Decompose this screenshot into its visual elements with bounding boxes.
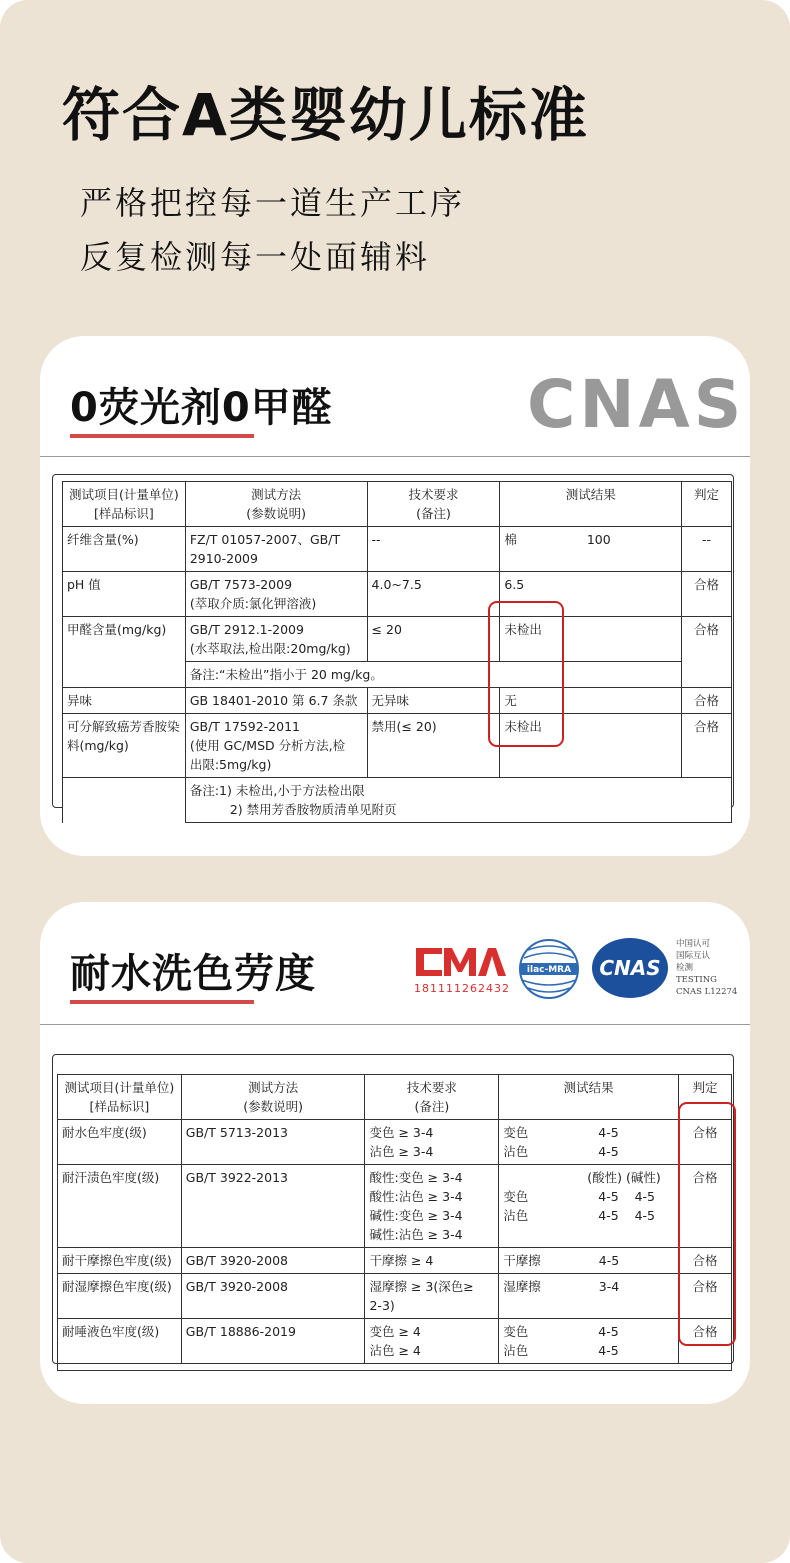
row-result: 干摩擦 4-5 [499,1248,679,1274]
row-method: GB/T 2912.1-2009 (水萃取法,检出限:20mg/kg) [185,617,367,662]
hero-title: 符合A类婴幼儿标准 [62,81,589,149]
row-requirement: 变色 ≥ 3-4 沾色 ≥ 3-4 [365,1120,499,1165]
cma-mark-icon [412,942,508,982]
row-method: GB/T 18886-2019 [181,1319,365,1364]
fastness-report-table [57,1074,732,1371]
hero-line-1: 严格把控每一道生产工序 [80,184,466,222]
table-row [63,617,732,662]
header-item: 测试项目(计量单位) [样品标识] [58,1075,182,1120]
header-method: 测试方法 (参数说明) [185,482,367,527]
header-result: 测试结果 [499,1075,679,1120]
header-requirement: 技术要求 (备注) [365,1075,499,1120]
table-row [63,714,732,778]
cnas-accreditation-note: 中国认可 国际互认 检测 TESTING CNAS L12274 [676,939,738,997]
row-method: GB/T 5713-2013 [181,1120,365,1165]
card-title: 耐水洗色劳度 [70,951,316,997]
card-separator [40,456,750,457]
header-judgement: 判定 [682,482,732,527]
row-judgement: 合格 [679,1274,732,1319]
row-requirement: 4.0~7.5 [367,572,500,617]
result-highlight-box [488,601,564,747]
row-requirement: ≤ 20 [367,617,500,662]
ilac-globe-icon [518,938,580,1000]
judgement-highlight-box [678,1102,736,1346]
title-underline [70,434,254,438]
row-result: 未检出 [500,714,682,778]
row-note: 备注:“未检出”指小于 20 mg/kg。 [185,662,681,688]
row-requirement: 干摩擦 ≥ 4 [365,1248,499,1274]
row-requirement: 酸性:变色 ≥ 3-4 酸性:沾色 ≥ 3-4 碱性:变色 ≥ 3-4 碱性:沾色 ≥ 3-4 [365,1165,499,1248]
row-method: FZ/T 01057-2007、GB/T 2910-2009 [185,527,367,572]
row-requirement: 禁用(≤ 20) [367,714,500,778]
row-judgement: 合格 [682,688,732,714]
card-title: 0荧光剂0甲醛 [70,385,333,431]
row-method: GB/T 3920-2008 [181,1274,365,1319]
cma-number: 181111262432 [414,982,510,995]
row-item: 异味 [63,688,186,714]
row-item: 纤维含量(%) [63,527,186,572]
row-method: GB/T 7573-2009 (萃取介质:氯化钾溶液) [185,572,367,617]
row-item: 耐水色牢度(级) [58,1120,182,1165]
header-requirement: 技术要求 (备注) [367,482,500,527]
table-row [63,688,732,714]
row-judgement: 合格 [679,1319,732,1364]
row-result: (酸性) (碱性) 变色 4-5 4-5 沾色 4-5 4-5 [499,1165,679,1248]
row-result: 变色 4-5 沾色 4-5 [499,1319,679,1364]
table-header-row [58,1075,732,1120]
table-row [58,1319,732,1364]
row-judgement: 合格 [682,714,732,778]
row-judgement: 合格 [679,1120,732,1165]
row-judgement: -- [682,527,732,572]
title-underline [70,1000,254,1004]
table-row [58,1120,732,1165]
table-header-row [63,482,732,527]
header-result: 测试结果 [500,482,682,527]
cnas-oval-logo: CNAS [592,938,668,998]
row-item: 可分解致癌芳香胺染 料(mg/kg) [63,714,186,778]
row-item: 耐干摩擦色牢度(级) [58,1248,182,1274]
row-item: 耐湿摩擦色牢度(级) [58,1274,182,1319]
row-result: 湿摩擦 3-4 [499,1274,679,1319]
card-separator [40,1024,750,1025]
wash-fastness-card [40,902,750,1404]
cnas-logo: CNAS [527,366,746,443]
row-result: 棉 100 [500,527,682,572]
header-item: 测试项目(计量单位) [样品标识] [63,482,186,527]
table-row [58,1274,732,1319]
row-item: 甲醛含量(mg/kg) [63,617,186,688]
row-item: pH 值 [63,572,186,617]
table-spacer-row [58,1364,732,1371]
row-requirement: 湿摩擦 ≥ 3(深色≥ 2-3) [365,1274,499,1319]
row-item: 耐唾液色牢度(级) [58,1319,182,1364]
ilac-logo-text: ilac-MRA [526,965,572,975]
row-judgement: 合格 [682,572,732,617]
row-method: GB/T 17592-2011 (使用 GC/MSD 分析方法,检 出限:5mg/kg) [185,714,367,778]
fluorescent-formaldehyde-card [40,336,750,856]
table-row [58,1165,732,1248]
row-item: 耐汗渍色牢度(级) [58,1165,182,1248]
footnote: 备注:1) 未检出,小于方法检出限 2) 禁用芳香胺物质清单见附页 [185,778,731,823]
row-judgement: 合格 [679,1248,732,1274]
ilac-mra-logo [518,938,578,998]
row-method: GB/T 3922-2013 [181,1165,365,1248]
row-method: GB/T 3920-2008 [181,1248,365,1274]
table-footnote-row [63,778,732,823]
row-method: GB 18401-2010 第 6.7 条款 [185,688,367,714]
row-result: 未检出 [500,617,682,662]
header-method: 测试方法 (参数说明) [181,1075,365,1120]
row-judgement: 合格 [682,617,732,688]
table-row [63,572,732,617]
row-result: 无 [500,688,682,714]
header-judgement: 判定 [679,1075,732,1120]
row-requirement: 变色 ≥ 4 沾色 ≥ 4 [365,1319,499,1364]
table-row [58,1248,732,1274]
test-report-table [62,481,732,823]
cma-logo [412,942,508,982]
row-judgement: 合格 [679,1165,732,1248]
row-result: 变色 4-5 沾色 4-5 [499,1120,679,1165]
row-requirement: 无异味 [367,688,500,714]
row-requirement: -- [367,527,500,572]
table-row [63,527,732,572]
row-result: 6.5 [500,572,682,617]
hero-line-2: 反复检测每一处面辅料 [80,238,431,276]
